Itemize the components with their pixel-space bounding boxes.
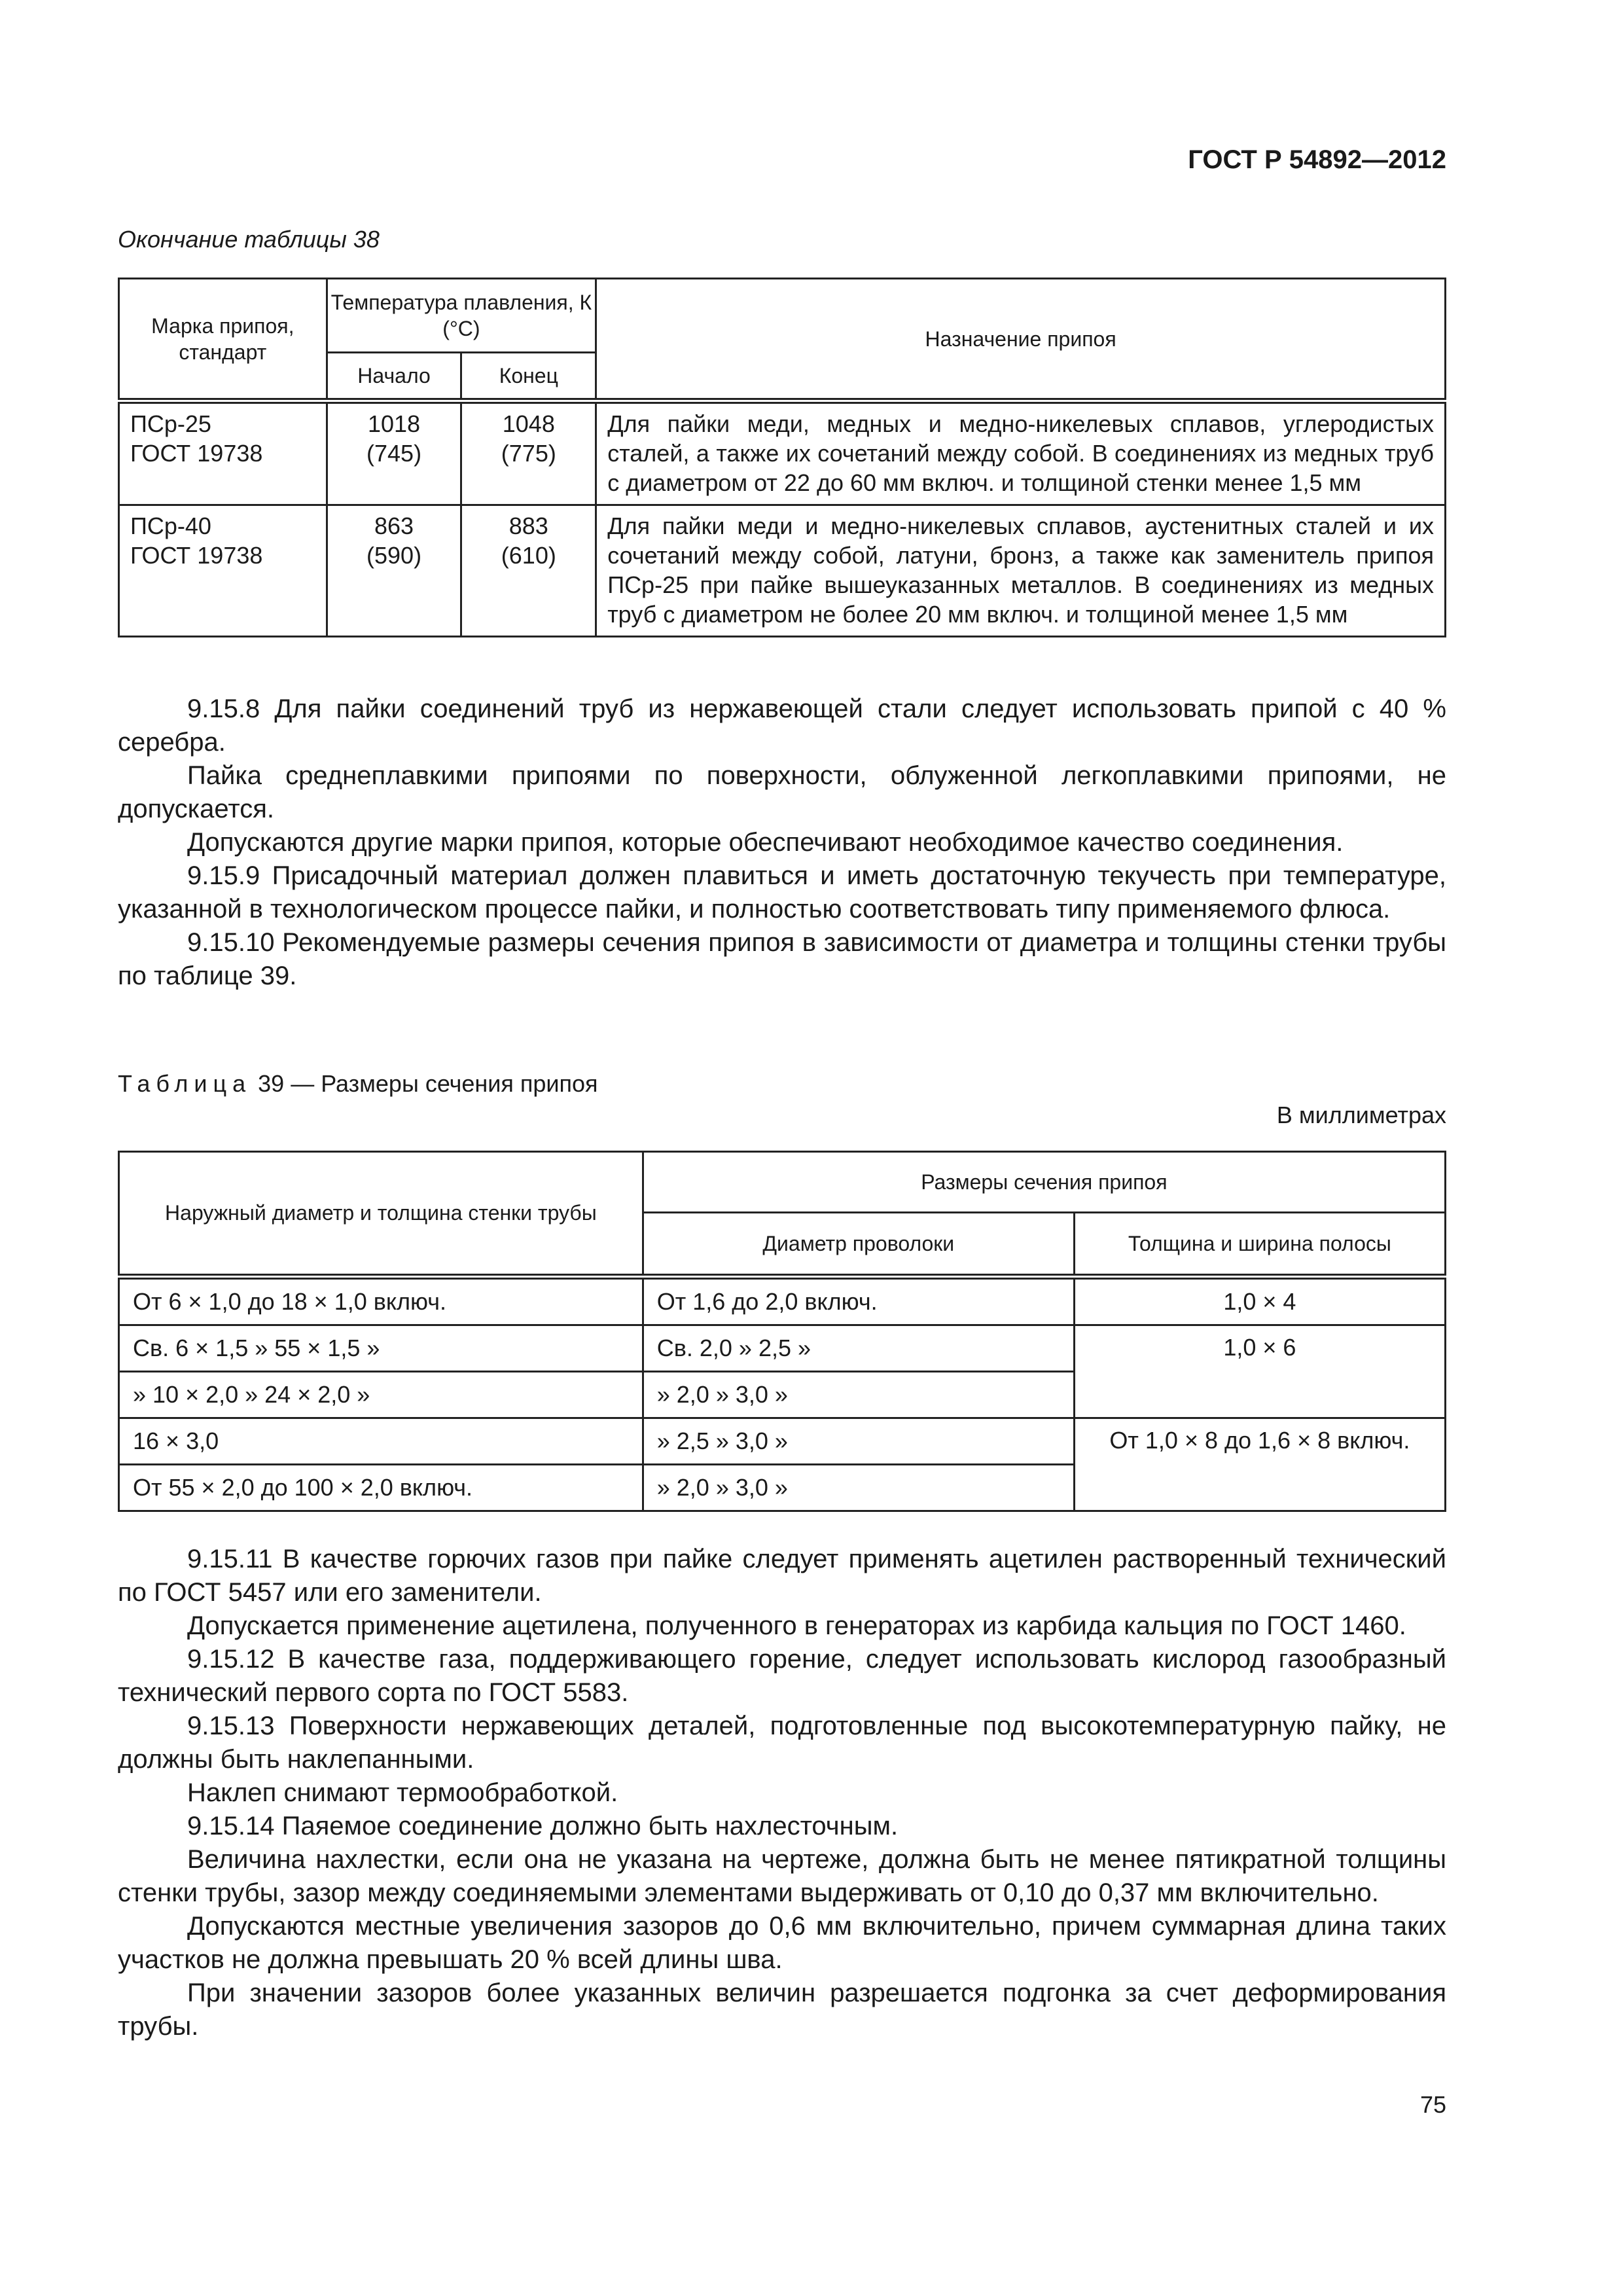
paragraph: 9.15.14 Паяемое соединение должно быть нахлесточным. <box>187 1812 899 1840</box>
paragraph: 9.15.12 В качестве газа, поддерживающего горение, следует использовать кислород газообразный технический первого сорта по ГОСТ 5583. <box>118 1645 1446 1707</box>
table-38 <box>118 278 1446 637</box>
header-purpose: Назначение припоя <box>596 279 1446 401</box>
table-row <box>119 1277 1446 1325</box>
start-kelvin: 863 <box>374 512 414 539</box>
paragraph: 9.15.10 Рекомендуемые размеры сечения припоя в зависимости от диаметра и толщины стенки трубы по таблице 39. <box>118 928 1446 990</box>
wire-cell: » 2,5 » 3,0 » <box>643 1418 1074 1465</box>
wire-cell: » 2,0 » 3,0 » <box>643 1465 1074 1511</box>
table-row <box>119 505 1446 637</box>
header-start: Начало <box>327 353 461 401</box>
grade-name: ПСр-40 <box>130 512 211 539</box>
page-number: 75 <box>1419 2091 1446 2118</box>
purpose-cell: Для пайки меди и медно-никелевых сплавов, аустенитных сталей и их сочетаний между собой, латуни, бронз, а также как заменитель припоя ПСр-25 при пайке вышеуказанных металлов. В соединениях из медных труб с диаметром не более 20 мм включ. и толщиной менее 1,5 мм <box>596 505 1446 637</box>
wire-cell: » 2,0 » 3,0 » <box>643 1372 1074 1418</box>
grade-cell <box>119 401 327 505</box>
table-39-caption <box>118 1070 598 1098</box>
paragraph: 9.15.13 Поверхности нержавеющих деталей, подготовленные под высокотемпературную пайку, не должны быть наклепанными. <box>118 1712 1446 1774</box>
document-code: ГОСТ Р 54892—2012 <box>1188 145 1446 174</box>
grade-name: ПСр-25 <box>130 410 211 437</box>
header-temperature: Температура плавления, К (°С) <box>327 279 596 353</box>
table-39-caption-word: Таблица <box>118 1070 252 1097</box>
paragraph: Величина нахлестки, если она не указана на чертеже, должна быть не менее пятикратной толщины стенки трубы, зазор между соединяемыми элементами выдерживать от 0,10 до 0,37 мм включительно. <box>118 1845 1446 1907</box>
start-kelvin: 1018 <box>367 410 421 437</box>
header-pipe: Наружный диаметр и толщина стенки трубы <box>119 1152 643 1277</box>
pipe-cell: » 10 × 2,0 » 24 × 2,0 » <box>119 1372 643 1418</box>
end-celsius: (610) <box>501 542 556 569</box>
grade-standard: ГОСТ 19738 <box>130 440 263 467</box>
body-text-section-b <box>118 1543 1446 2043</box>
start-cell <box>327 505 461 637</box>
end-celsius: (775) <box>501 440 556 467</box>
paragraph: При значении зазоров более указанных величин разрешается подгонка за счет деформирования трубы. <box>118 1979 1446 2041</box>
table-row <box>119 401 1446 505</box>
end-cell <box>461 505 596 637</box>
end-kelvin: 1048 <box>502 410 555 437</box>
pipe-cell: От 55 × 2,0 до 100 × 2,0 включ. <box>119 1465 643 1511</box>
table-38-continuation-caption: Окончание таблицы 38 <box>118 226 380 253</box>
pipe-cell: От 6 × 1,0 до 18 × 1,0 включ. <box>119 1277 643 1325</box>
table-row <box>119 1418 1446 1465</box>
end-kelvin: 883 <box>508 512 548 539</box>
document-page <box>118 0 1446 2296</box>
start-celsius: (590) <box>366 542 422 569</box>
header-strip: Толщина и ширина полосы <box>1074 1213 1445 1277</box>
wire-cell: Св. 2,0 » 2,5 » <box>643 1325 1074 1372</box>
table-39-caption-title: 39 — Размеры сечения припоя <box>251 1070 598 1097</box>
paragraph: Пайка среднеплавкими припоями по поверхности, облуженной легкоплавкими припоями, не допускается. <box>118 761 1446 823</box>
strip-cell: От 1,0 × 8 до 1,6 × 8 включ. <box>1074 1418 1445 1511</box>
table-39 <box>118 1151 1446 1512</box>
paragraph: 9.15.8 Для пайки соединений труб из нержавеющей стали следует использовать припой с 40 % серебра. <box>118 694 1446 757</box>
header-wire: Диаметр проволоки <box>643 1213 1074 1277</box>
header-end: Конец <box>461 353 596 401</box>
paragraph: Допускаются другие марки припоя, которые обеспечивают необходимое качество соединения. <box>187 828 1344 857</box>
pipe-cell: 16 × 3,0 <box>119 1418 643 1465</box>
paragraph: Допускается применение ацетилена, полученного в генераторах из карбида кальция по ГОСТ 1460. <box>187 1611 1406 1640</box>
paragraph: Допускаются местные увеличения зазоров до 0,6 мм включительно, причем суммарная длина таких участков не должна превышать 20 % всей длины шва. <box>118 1912 1446 1974</box>
end-cell <box>461 401 596 505</box>
paragraph: Наклеп снимают термообработкой. <box>187 1778 618 1807</box>
strip-cell: 1,0 × 6 <box>1074 1325 1445 1418</box>
pipe-cell: Св. 6 × 1,5 » 55 × 1,5 » <box>119 1325 643 1372</box>
purpose-cell: Для пайки меди, медных и медно-никелевых сплавов, углеродистых сталей, а также их сочетаний между собой. В соединениях из медных труб с диаметром от 22 до 60 мм включ. и толщиной стенки менее 1,5 мм <box>596 401 1446 505</box>
wire-cell: От 1,6 до 2,0 включ. <box>643 1277 1074 1325</box>
grade-standard: ГОСТ 19738 <box>130 542 263 569</box>
start-cell <box>327 401 461 505</box>
header-section: Размеры сечения припоя <box>643 1152 1445 1213</box>
paragraph: 9.15.11 В качестве горючих газов при пайке следует применять ацетилен растворенный технический по ГОСТ 5457 или его заменители. <box>118 1545 1446 1607</box>
start-celsius: (745) <box>366 440 422 467</box>
table-39-units: В миллиметрах <box>1276 1102 1446 1128</box>
paragraph: 9.15.9 Присадочный материал должен плавиться и иметь достаточную текучесть при температуре, указанной в технологическом процессе пайки, и полностью соответствовать типу применяемого флюса. <box>118 861 1446 924</box>
header-grade: Марка припоя, стандарт <box>119 279 327 401</box>
body-text-section-a <box>118 692 1446 993</box>
grade-cell <box>119 505 327 637</box>
table-row <box>119 1325 1446 1372</box>
strip-cell: 1,0 × 4 <box>1074 1277 1445 1325</box>
